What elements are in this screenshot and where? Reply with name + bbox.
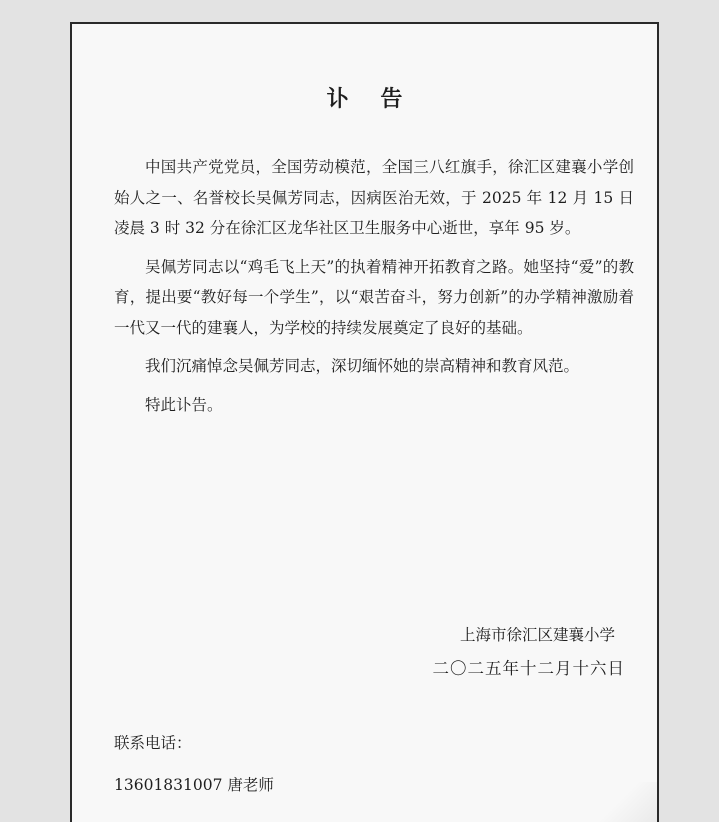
obituary-body (114, 152, 634, 428)
paragraph-tribute: 吴佩芳同志以“鸡毛飞上天”的执着精神开拓教育之路。她坚持“爱”的教育，提出要“教好每一个学生”，以“艰苦奋斗，努力创新”的办学精神激励着一代又一代的建襄人，为学校的持续发展奠定了良好的基础。 (114, 257, 634, 337)
signature-date: 二〇二五年十二月十六日 (432, 659, 625, 678)
paragraph-mourning: 我们沉痛悼念吴佩芳同志，深切缅怀她的崇高精神和教育风范。 (145, 357, 580, 375)
contact-label: 联系电话： (114, 734, 192, 752)
document-title: 讣 告 (326, 87, 415, 112)
paragraph-announcement: 中国共产党党员，全国劳动模范，全国三八红旗手，徐汇区建襄小学创始人之一、名誉校长吴佩芳同志，因病医治无效，于 2025 年 12 月 15 日凌晨 3 时 32 分在徐汇区龙华社区卫生服务中心逝世，享年 95 岁。 (114, 158, 634, 237)
signature-organization: 上海市徐汇区建襄小学 (459, 626, 615, 644)
contact-block (114, 728, 274, 800)
paragraph-closing: 特此讣告。 (145, 395, 223, 414)
obituary-document (70, 22, 659, 822)
contact-phone: 13601831007 唐老师 (114, 776, 274, 794)
signature-block (433, 620, 626, 684)
page-shadow (597, 782, 657, 822)
